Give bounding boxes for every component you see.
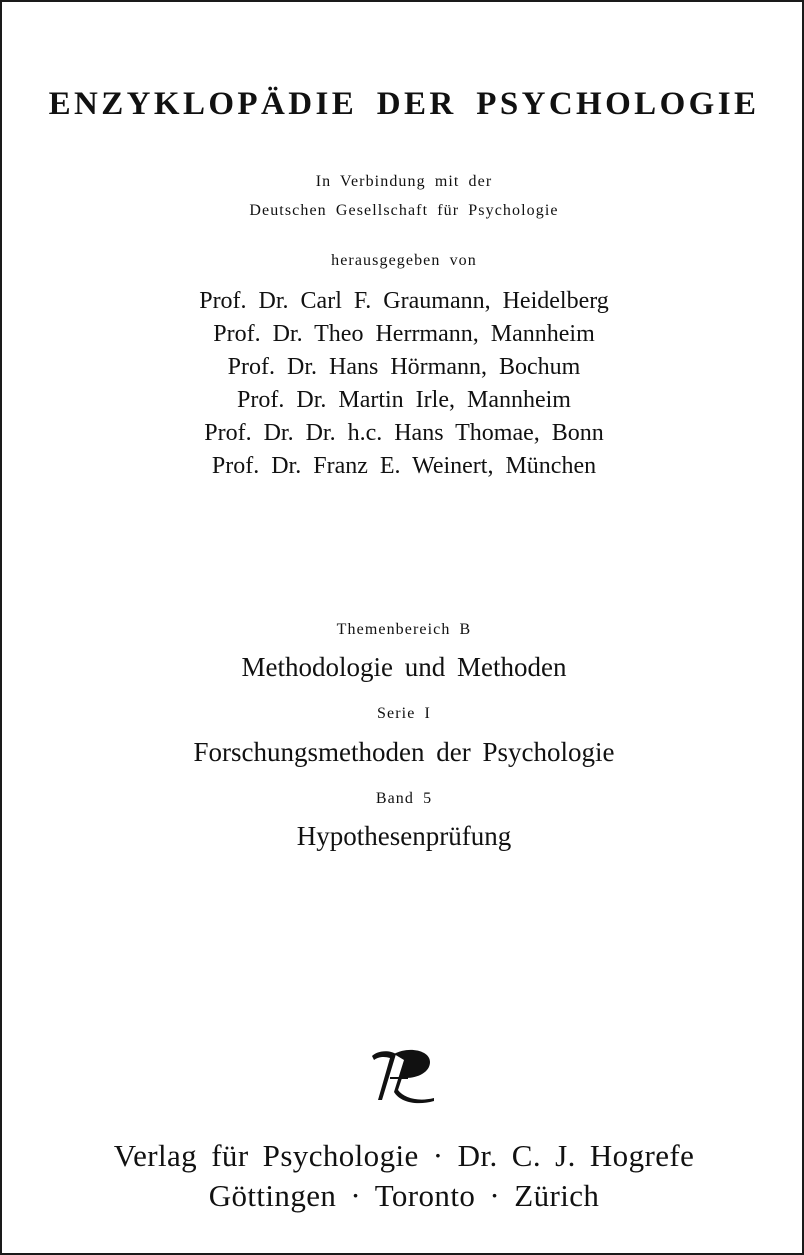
editors-intro: herausgegeben von xyxy=(331,252,477,269)
editor-3: Prof. Dr. Hans Hörmann, Bochum xyxy=(227,354,581,380)
editor-1: Prof. Dr. Carl F. Graumann, Heidelberg xyxy=(199,288,609,314)
volume-label: Band 5 xyxy=(375,790,433,807)
publisher-line-2: Göttingen · Toronto · Zürich xyxy=(208,1178,600,1213)
publisher-monogram-icon xyxy=(368,1048,436,1104)
series-label: Serie I xyxy=(377,705,431,722)
editor-4: Prof. Dr. Martin Irle, Mannheim xyxy=(237,387,571,413)
association-line-2: Deutschen Gesellschaft für Psychologie xyxy=(249,202,559,219)
association-line-1: In Verbindung mit der xyxy=(315,173,493,190)
theme-title: Methodologie und Methoden xyxy=(241,652,567,682)
publisher-line-1: Verlag für Psychologie · Dr. C. J. Hogrefe xyxy=(113,1138,695,1173)
editor-5: Prof. Dr. Dr. h.c. Hans Thomae, Bonn xyxy=(204,420,604,446)
theme-label: Themenbereich B xyxy=(336,621,472,638)
editor-6: Prof. Dr. Franz E. Weinert, München xyxy=(211,453,597,479)
encyclopedia-title: ENZYKLOPÄDIE DER PSYCHOLOGIE xyxy=(48,86,760,122)
series-title: Forschungsmethoden der Psychologie xyxy=(193,737,615,767)
volume-title: Hypothesenprüfung xyxy=(296,821,512,851)
editor-2: Prof. Dr. Theo Herrmann, Mannheim xyxy=(213,321,595,347)
